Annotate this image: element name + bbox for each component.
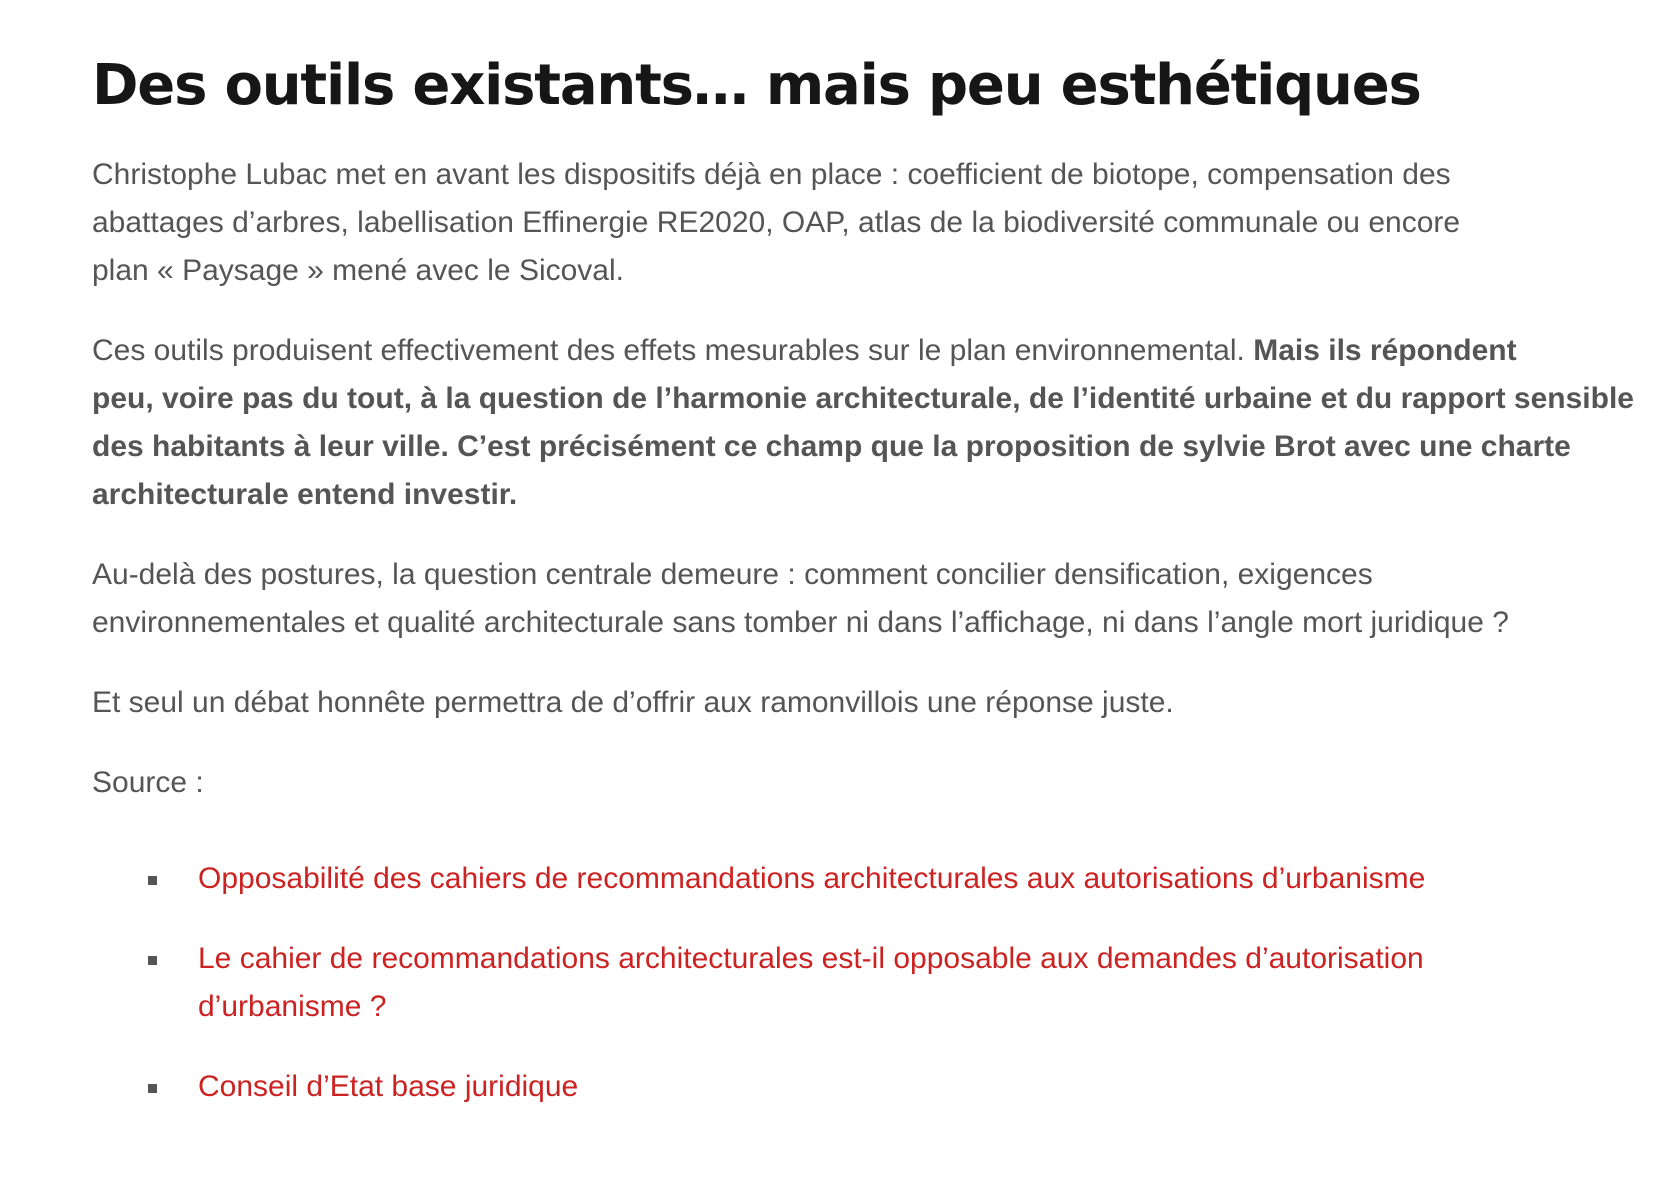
paragraph-line [92, 327, 1652, 375]
source-list-item [92, 1063, 1652, 1111]
emphasis-line: architecturale entend investir. [92, 478, 518, 511]
emphasis-line: des habitants à leur ville. C’est précisément ce champ que la proposition de sylvie Brot avec une charte [92, 430, 1571, 463]
section-heading: Des outils existants… mais peu esthétiques [92, 53, 1421, 118]
link-text: Conseil d’Etat base juridique [198, 1070, 579, 1103]
square-bullet-icon [148, 876, 157, 885]
paragraph-existing-tools [92, 151, 1652, 295]
square-bullet-icon [148, 1084, 157, 1093]
link-text: d’urbanisme ? [198, 990, 387, 1023]
source-list-item [92, 855, 1652, 903]
paragraph-text: Ces outils produisent effectivement des effets mesurables sur le plan environnemental. [92, 334, 1254, 367]
paragraph-architectural-harmony [92, 327, 1652, 519]
source-link-opposabilite[interactable] [198, 855, 1652, 903]
source-list-item [92, 935, 1652, 1031]
paragraph-honest-debate [92, 679, 1652, 727]
article-body [92, 48, 1652, 1143]
paragraph-line: plan « Paysage » mené avec le Sicoval. [92, 254, 624, 287]
link-text: Le cahier de recommandations architecturales est-il opposable aux demandes d’autorisation [198, 942, 1424, 975]
paragraph-line: Au-delà des postures, la question centrale demeure : comment concilier densification, exigences [92, 558, 1373, 591]
paragraph-line: abattages d’arbres, labellisation Effinergie RE2020, OAP, atlas de la biodiversité communale ou encore [92, 206, 1461, 239]
source-link-cahier-recommandations[interactable] [198, 935, 1652, 1031]
link-text: Opposabilité des cahiers de recommandations architecturales aux autorisations d’urbanisme [198, 862, 1426, 895]
source-list [92, 855, 1652, 1111]
emphasis-text: Mais ils répondent [1253, 334, 1517, 367]
paragraph-line: environnementales et qualité architecturale sans tomber ni dans l’affichage, ni dans l’angle mort juridique ? [92, 606, 1509, 639]
square-bullet-icon [148, 956, 157, 965]
paragraph-line: Et seul un débat honnête permettra de d’offrir aux ramonvillois une réponse juste. [92, 686, 1174, 719]
emphasis-line: peu, voire pas du tout, à la question de l’harmonie architecturale, de l’identité urbaine et du rapport sensible [92, 382, 1634, 415]
source-label: Source : [92, 766, 204, 799]
source-link-conseil-etat[interactable] [198, 1063, 1652, 1111]
paragraph-line: Christophe Lubac met en avant les dispositifs déjà en place : coefficient de biotope, compensation des [92, 158, 1451, 191]
paragraph-central-question [92, 551, 1652, 647]
